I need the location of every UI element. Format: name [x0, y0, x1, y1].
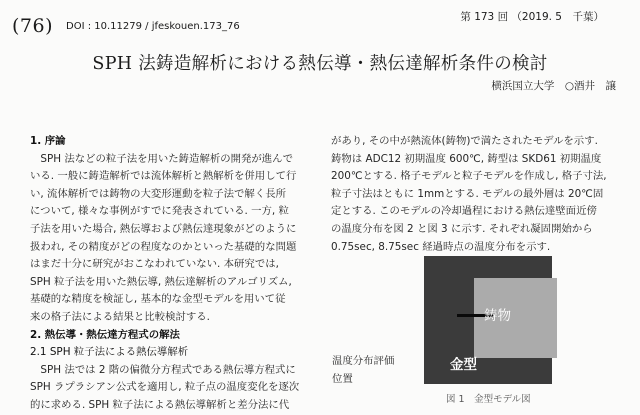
- body-text-line: SPH 法では 2 階の偏微分方程式である熱伝導方程式に: [30, 363, 296, 376]
- subsection-heading: 2.1 SPH 粒子法による熱伝導解析: [30, 346, 189, 359]
- evaluation-label-line1: 温度分布評価: [332, 355, 395, 367]
- body-text-line: SPH ラプラシアン公式を適用し, 粒子点の温度変化を逐次: [30, 381, 300, 394]
- body-text-line: SPH 法などの粒子法を用いた鋳造解析の開発が進んで: [30, 152, 293, 165]
- section-heading: 1. 序論: [30, 135, 66, 147]
- page-number: (76): [12, 15, 54, 37]
- body-text-line: 基礎的な精度を検証し, 基本的な金型モデルを用いて従: [30, 293, 286, 306]
- cast-label: 鋳物: [484, 308, 511, 324]
- body-text-line: はまだ十分に研究がおこなわれていない. 本研究では,: [30, 258, 279, 271]
- body-text-line: 来の格子法による結果と比較検討する.: [30, 310, 210, 323]
- body-text-line: について, 様々な事例がすでに発表されている. 一方, 粒: [30, 205, 289, 218]
- mold-label: 金型: [450, 357, 477, 373]
- body-text-line: 定とする. このモデルの冷却過程における熱伝達壁面近傍: [331, 205, 597, 218]
- body-text-line: いる. 一般に鋳造解析では流体解析と熱解析を併用して行: [30, 170, 297, 183]
- right-column: [331, 133, 631, 256]
- section-heading: 2. 熱伝導・熱伝達方程式の解法: [30, 328, 180, 341]
- evaluation-label-line2: 位置: [332, 373, 353, 385]
- body-text-line: 0.75sec, 8.75sec 経過時点の温度分布を示す.: [331, 240, 551, 253]
- left-column: [30, 133, 320, 415]
- paper-title: SPH 法鋳造解析における熱伝導・熱伝達解析条件の検討: [92, 54, 548, 74]
- figure-caption: 図 1 金型モデル図: [446, 394, 531, 405]
- author-line: 横浜国立大学 ○酒井 譲: [491, 80, 616, 92]
- body-text-line: 子法を用いた場合, 熱伝導および熱伝達現象がどのように: [30, 222, 297, 235]
- body-text-line: があり, その中が熱流体(鋳物)で満たされたモデルを示す.: [331, 135, 598, 147]
- evaluation-position-label: [332, 352, 394, 388]
- body-text-line: 鋳物は ADC12 初期温度 600℃, 鋳型は SKD61 初期温度: [331, 152, 602, 165]
- doi[interactable]: DOI : 10.11279 / jfeskouen.173_76: [66, 21, 240, 32]
- body-text-line: の温度分布を図 2 と図 3 に示す. それぞれ凝固開始から: [331, 222, 593, 235]
- body-text-line: 的に求める. SPH 粒子法による熱伝導解析と差分法に代: [30, 398, 290, 411]
- body-text-line: 粒子寸法はともに 1mmとする. モデルの最外層は 20℃固: [331, 187, 604, 200]
- body-text-line: い, 流体解析では鋳物の大変形運動を粒子法で解く長所: [30, 187, 286, 200]
- meeting-info: 第 173 回 （2019. 5 千葉）: [460, 11, 604, 23]
- body-text-line: SPH 粒子法を用いた熱伝導, 熱伝達解析のアルゴリズム,: [30, 275, 292, 288]
- body-text-line: 扱われ, その精度がどの程度なのかといった基礎的な問題: [30, 240, 297, 253]
- body-text-line: 200℃とする. 格子モデルと粒子モデルを作成し, 格子寸法,: [331, 170, 607, 183]
